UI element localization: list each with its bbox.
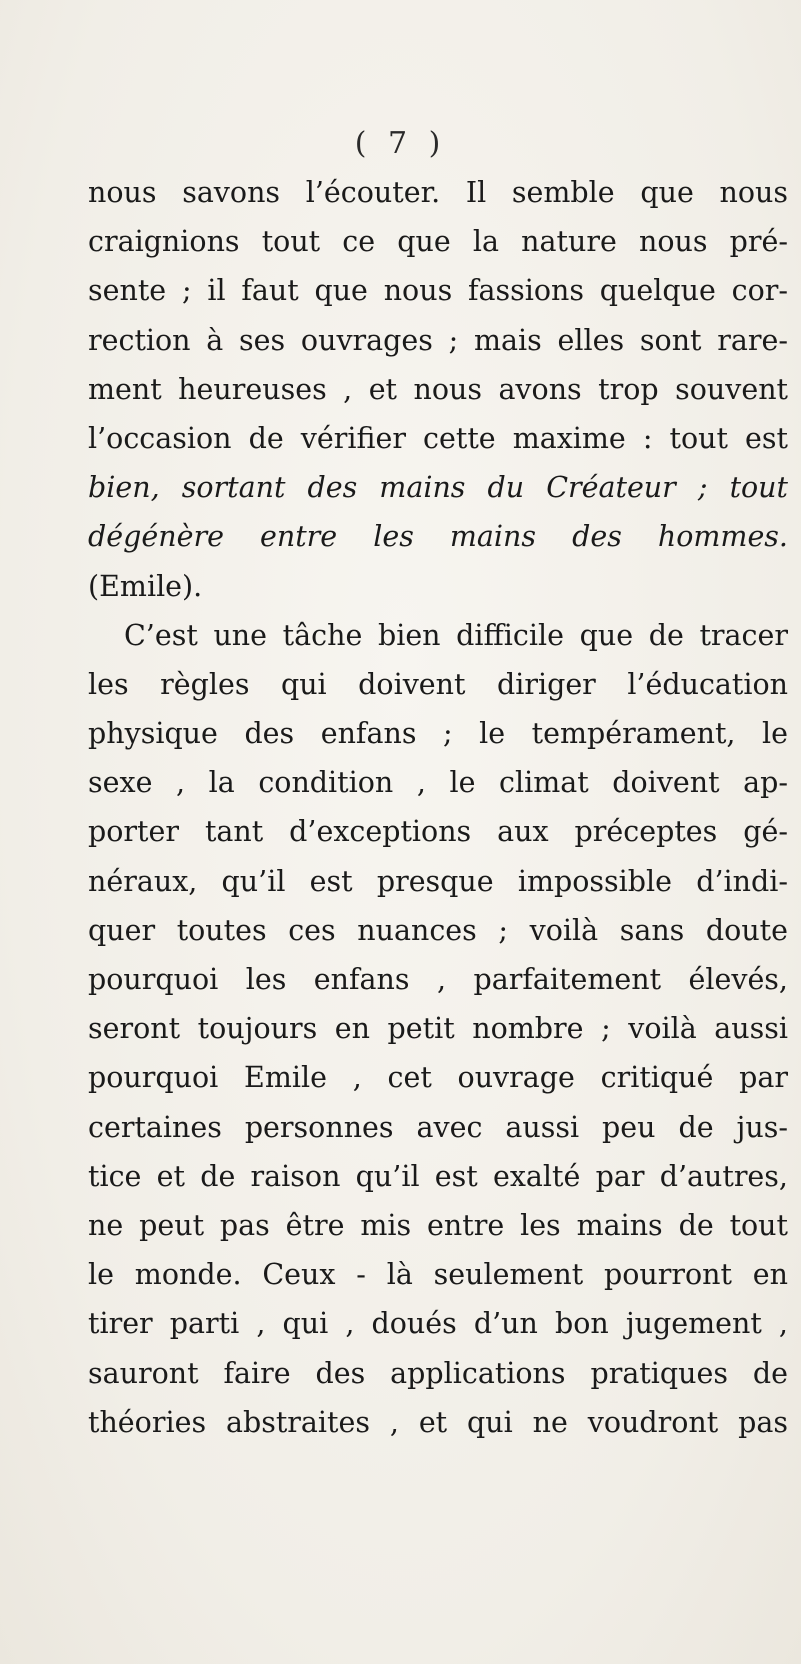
text-line: tice et de raison qu’il est exalté par d’autres, xyxy=(88,1159,788,1193)
text-line: le monde. Ceux - là seulement pourront en xyxy=(88,1258,788,1292)
page-number: ( 7 ) xyxy=(354,126,447,161)
text-line: pourquoi les enfans , parfaitement élevés, xyxy=(88,963,788,996)
text-line: pourquoi Emile , cet ouvrage critiqué par xyxy=(88,1061,788,1095)
text-line: porter tant d’exceptions aux préceptes gé- xyxy=(88,815,788,849)
text-line: quer toutes ces nuances ; voilà sans doute xyxy=(88,913,788,947)
text-line-italic: dégénère entre les mains des hommes. xyxy=(88,520,788,554)
body-text xyxy=(88,168,788,1447)
text-line: l’occasion de vérifier cette maxime : tout est xyxy=(88,421,788,455)
text-line: ne peut pas être mis entre les mains de tout xyxy=(88,1208,788,1242)
text-line-italic: bien, sortant des mains du Créateur ; tout xyxy=(88,471,788,505)
text-line: théories abstraites , et qui ne voudront pas xyxy=(88,1405,788,1439)
text-line: ment heureuses , et nous avons trop souvent xyxy=(88,372,788,406)
text-line: néraux, qu’il est presque impossible d’indi- xyxy=(88,864,788,898)
text-line: sente ; il faut que nous fassions quelque cor- xyxy=(88,274,788,308)
text-line: rection à ses ouvrages ; mais elles sont rare- xyxy=(88,323,788,357)
text-line: seront toujours en petit nombre ; voilà aussi xyxy=(88,1012,788,1046)
text-line: les règles qui doivent diriger l’éducation xyxy=(88,667,788,701)
text-line: tirer parti , qui , doués d’un bon jugement , xyxy=(88,1307,788,1341)
paragraph-start-line: C’est une tâche bien difficile que de tracer xyxy=(124,618,788,652)
text-line: sauront faire des applications pratiques de xyxy=(88,1356,788,1390)
text-line: (Emile). xyxy=(88,569,203,603)
text-line: craignions tout ce que la nature nous pré- xyxy=(88,225,788,259)
text-line: certaines personnes avec aussi peu de jus- xyxy=(88,1110,788,1144)
text-line: physique des enfans ; le tempérament, le xyxy=(88,717,788,751)
text-line: sexe , la condition , le climat doivent ap- xyxy=(88,766,788,800)
text-line: nous savons l’écouter. Il semble que nous xyxy=(88,176,788,209)
